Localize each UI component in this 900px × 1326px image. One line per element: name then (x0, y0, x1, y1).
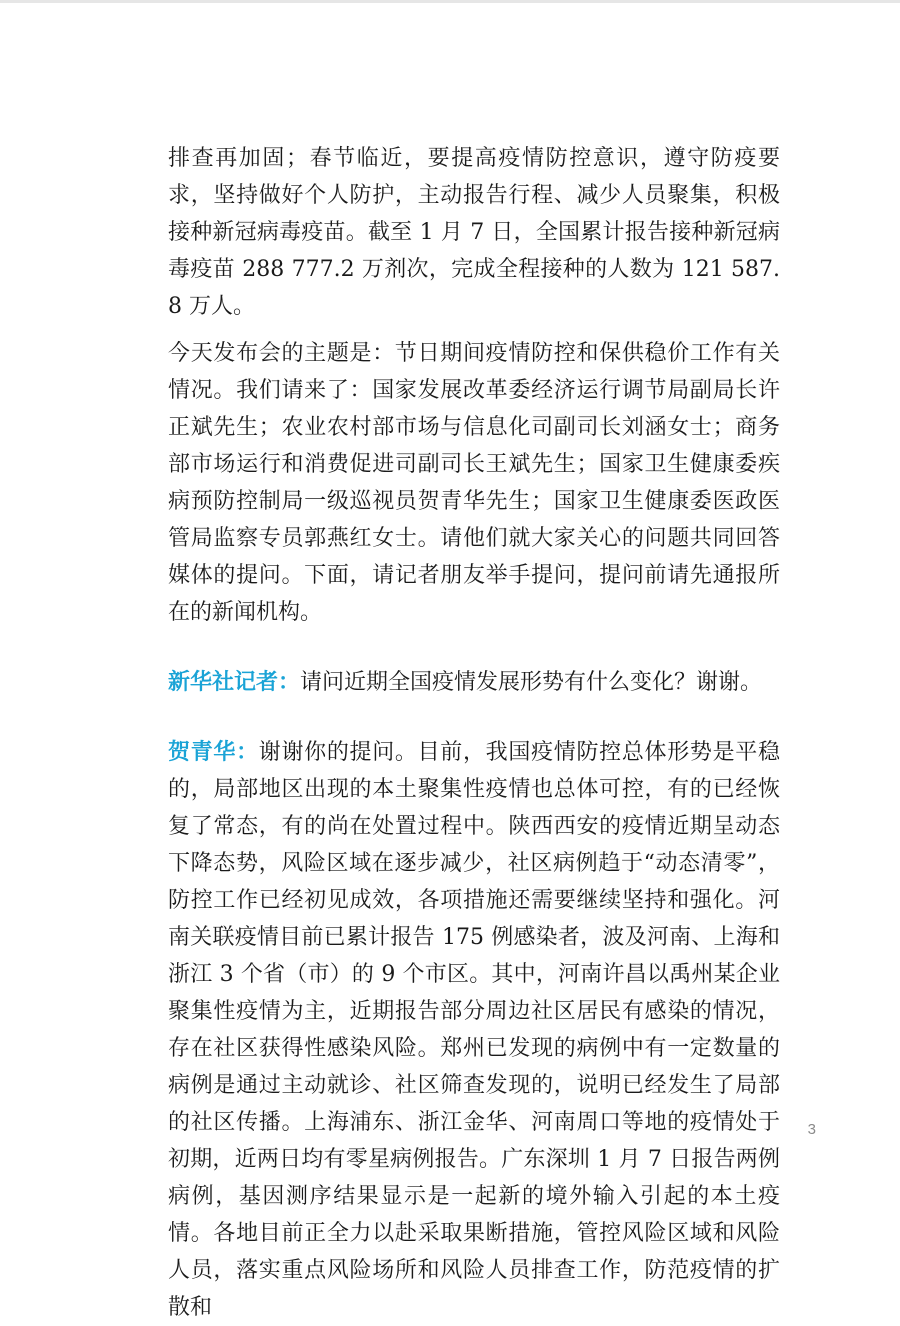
qa-question (168, 664, 780, 701)
question-text: 请问近期全国疫情发展形势有什么变化？谢谢。 (300, 670, 763, 695)
paragraph-continued: 排查再加固；春节临近，要提高疫情防控意识，遵守防疫要求，坚持做好个人防护，主动报告行程、减少人员聚集，积极接种新冠病毒疫苗。截至 1 月 7 日，全国累计报告接种新冠病毒疫苗 288 777.2 万剂次，完成全程接种的人数为 121 587.8 万人。 (168, 146, 780, 319)
speaker-label-respondent: 贺青华： (168, 740, 259, 765)
page-number: 3 (807, 1121, 816, 1138)
answer-text: 谢谢你的提问。目前，我国疫情防控总体形势是平稳的，局部地区出现的本土聚集性疫情也总体可控，有的已经恢复了常态，有的尚在处置过程中。陕西西安的疫情近期呈动态下降态势，风险区域在逐步减少，社区病例趋于“动态清零”，防控工作已经初见成效，各项措施还需要继续坚持和强化。河南关联疫情目前已累计报告 175 例感染者，波及河南、上海和浙江 3 个省（市）的 9 个市区。其中，河南许昌以禹州某企业聚集性疫情为主，近期报告部分周边社区居民有感染的情况，存在社区获得性感染风险。郑州已发现的病例中有一定数量的病例是通过主动就诊、社区筛查发现的，说明已经发生了局部的社区传播。上海浦东、浙江金华、河南周口等地的疫情处于初期，近两日均有零星病例报告。广东深圳 1 月 7 日报告两例病例，基因测序结果显示是一起新的境外输入引起的本土疫情。各地目前正全力以赴采取果断措施，管控风险区域和风险人员，落实重点风险场所和风险人员排查工作，防范疫情的扩散和 (168, 740, 780, 1320)
speaker-label-reporter: 新华社记者： (168, 670, 301, 695)
page-content (168, 140, 780, 1326)
top-divider (0, 0, 900, 3)
paragraph-theme: 今天发布会的主题是：节日期间疫情防控和保供稳价工作有关情况。我们请来了：国家发展改革委经济运行调节局副局长许正斌先生；农业农村部市场与信息化司副司长刘涵女士；商务部市场运行和消费促进司副司长王斌先生；国家卫生健康委疾病预防控制局一级巡视员贺青华先生；国家卫生健康委医政医管局监察专员郭燕红女士。请他们就大家关心的问题共同回答媒体的提问。下面，请记者朋友举手提问，提问前请先通报所在的新闻机构。 (168, 341, 780, 625)
qa-answer (168, 734, 780, 1326)
